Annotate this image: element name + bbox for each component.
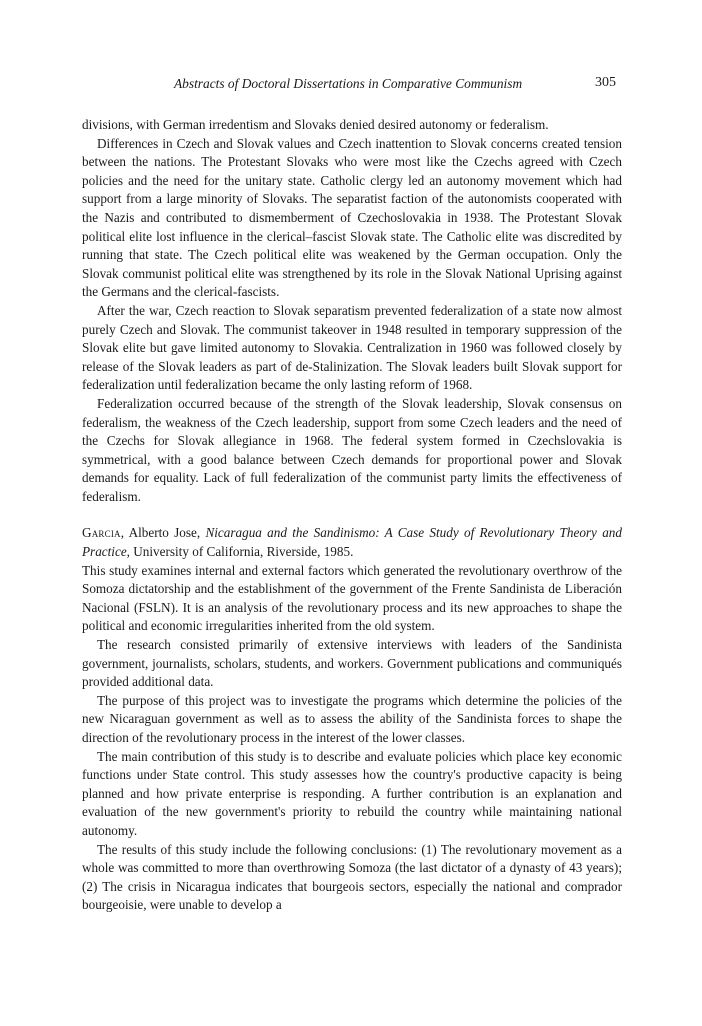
paragraph: The main contribution of this study is to describe and evaluate policies which place key economic functions under State control. This study assesses how the country's productive capacity is being planned and how private enterprise is responding. A further contribution is an explanation and evaluation of the new government's priority to rebuild the country while maintaining national autonomy.	[82, 748, 622, 838]
entry-garcia	[82, 524, 622, 914]
citation	[82, 524, 622, 561]
paragraph: Differences in Czech and Slovak values and Czech inattention to Slovak concerns created tension between the nations. The Protestant Slovaks who were most like the Czechs agreed with Czech policies and the need for the unitary state. Catholic clergy led an autonomy movement which had support from a large minority of Slovaks. The separatist faction of the autonomists cooperated with the Nazis and contributed to dismemberment of Czechoslovakia in 1938. The Protestant Slovak political elite lost influence in the clerical–fascist Slovak state. The Catholic elite was discredited by running that state. The Czech political elite was weakened by the German occupation. Only the Slovak communist political elite was strengthened by its role in the Slovak National Uprising against the Germans and the clerical-fascists.	[82, 135, 622, 300]
paragraph: The research consisted primarily of extensive interviews with leaders of the Sandinista government, journalists, scholars, students, and workers. Government publications and communiqués provided additional data.	[82, 637, 622, 690]
paragraph: After the war, Czech reaction to Slovak separatism prevented federalization of a state now almost purely Czech and Slovak. The communist takeover in 1948 resulted in temporary suppression of the Slovak elite but gave limited autonomy to Slovakia. Centralization in 1960 was followed closely by release of the Slovak leaders as part of de-Stalinization. The Slovak leaders built Slovak support for federalization until federalization became the only lasting reform of 1968.	[82, 302, 622, 393]
paragraph: The results of this study include the following conclusions: (1) The revolutionary movement as a whole was committed to more than overthrowing Somoza (the last dictator of a dynasty of 43 years); (2) The crisis in Nicaragua indicates that bourgeois sectors, especially the national and comprador bourgeoisie, were unable to develop a	[82, 841, 622, 913]
paragraph: The purpose of this project was to investigate the programs which determine the policies of the new Nicaraguan government as well as to assess the ability of the Sandinista forces to shape the direction of the revolutionary process in the interest of the lower classes.	[82, 692, 622, 745]
page-number: 305	[595, 75, 616, 90]
paragraph: Federalization occurred because of the strength of the Slovak leadership, Slovak consensus on federalism, the weakness of the Czech leadership, support from some Czech leaders and the need of the Czechs for Slovak allegiance in 1968. The federal system formed in Czechslovakia is symmetrical, with a good balance between Czech demands for proportional power and Slovak demands for equality. Lack of full federalization of the communist party limits the effectiveness of federalism.	[82, 395, 622, 504]
author-given-name: , Alberto Jose,	[120, 525, 206, 541]
dissertation-title: Nicaragua and the Sandinismo: A Case Study of Revolutionary Theory and Practice	[82, 525, 622, 560]
page-body	[82, 76, 622, 915]
institution: , University of California, Riverside, 1985.	[126, 544, 354, 560]
paragraph: divisions, with German irredentism and Slovaks denied desired autonomy or federalism.	[82, 117, 549, 132]
paragraph: This study examines internal and external factors which generated the revolutionary overthrow of the Somoza dictatorship and the establishment of the government of the Frente Sandinista de Liberación Nacional (FSLN). It is an analysis of the revolutionary process and its new approaches to shape the political and economic irregularities inherited from the old system.	[82, 562, 622, 634]
entry-separator	[82, 506, 622, 524]
running-header	[82, 76, 622, 98]
author-surname: Garcia	[82, 525, 121, 541]
running-title: Abstracts of Doctoral Dissertations in Comparative Communism	[174, 76, 523, 91]
entry-continued	[82, 116, 622, 506]
